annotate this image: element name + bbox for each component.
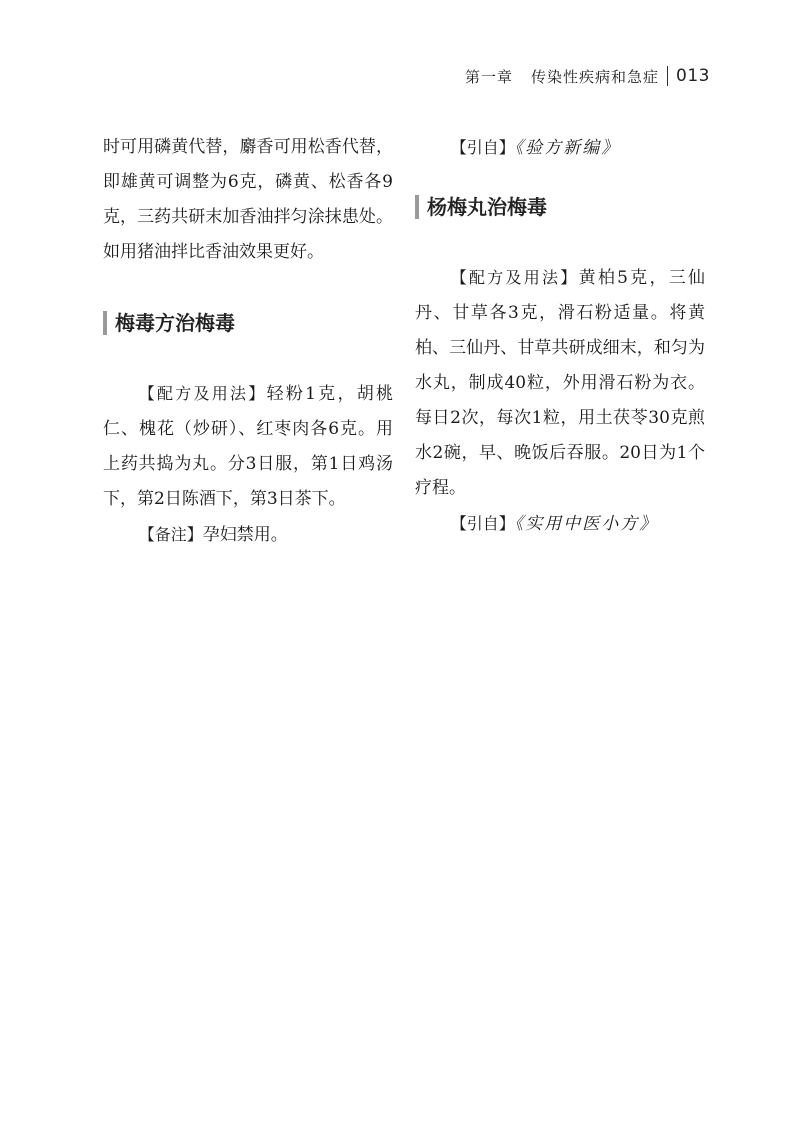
citation-paragraph <box>415 506 705 542</box>
section-title: 杨梅丸治梅毒 <box>427 194 547 219</box>
citation-source: 《实用中医小方》 <box>514 514 659 534</box>
section-title: 梅毒方治梅毒 <box>115 310 235 335</box>
running-head <box>465 64 710 88</box>
chapter-title: 传染性疾病和急症 <box>531 67 660 86</box>
header-divider <box>667 66 668 86</box>
formula-label: 【配方及用法】 <box>450 268 579 287</box>
page-number: 013 <box>676 66 710 86</box>
section-heading-meidufang <box>103 308 393 338</box>
citation-label: 【引自】 <box>450 138 515 157</box>
section-heading-yangmeiwan <box>415 192 705 222</box>
citation-label: 【引自】 <box>450 514 515 533</box>
right-column <box>415 130 705 542</box>
note-label: 【备注】 <box>138 525 203 544</box>
formula-paragraph <box>415 260 705 506</box>
note-text: 孕妇禁用。 <box>202 525 288 545</box>
formula-text: 轻粉1克，胡桃仁、槐花（炒研）、红枣肉各6克。用上药共捣为丸。分3日服，第1日鸡汤下，第2日陈酒下，第3日茶下。 <box>103 384 393 509</box>
heading-marker <box>415 195 419 219</box>
citation-paragraph <box>415 130 705 166</box>
formula-label: 【配方及用法】 <box>138 384 267 403</box>
note-paragraph <box>103 517 393 553</box>
citation-source: 《验方新编》 <box>514 138 621 158</box>
chapter-number: 第一章 <box>465 67 514 86</box>
heading-marker <box>103 311 107 335</box>
left-column <box>103 130 393 553</box>
formula-paragraph <box>103 376 393 517</box>
formula-text: 黄柏5克，三仙丹、甘草各3克，滑石粉适量。将黄柏、三仙丹、甘草共研成细末，和匀为水丸，制成40粒，外用滑石粉为衣。每日2次，每次1粒，用土茯苓30克煎水2碗，早、晚饭后吞服。20日为1个疗程。 <box>415 268 705 498</box>
continuation-paragraph: 时可用磷黄代替，麝香可用松香代替，即雄黄可调整为6克，磷黄、松香各9克，三药共研末加香油拌匀涂抹患处。如用猪油拌比香油效果更好。 <box>103 137 393 262</box>
